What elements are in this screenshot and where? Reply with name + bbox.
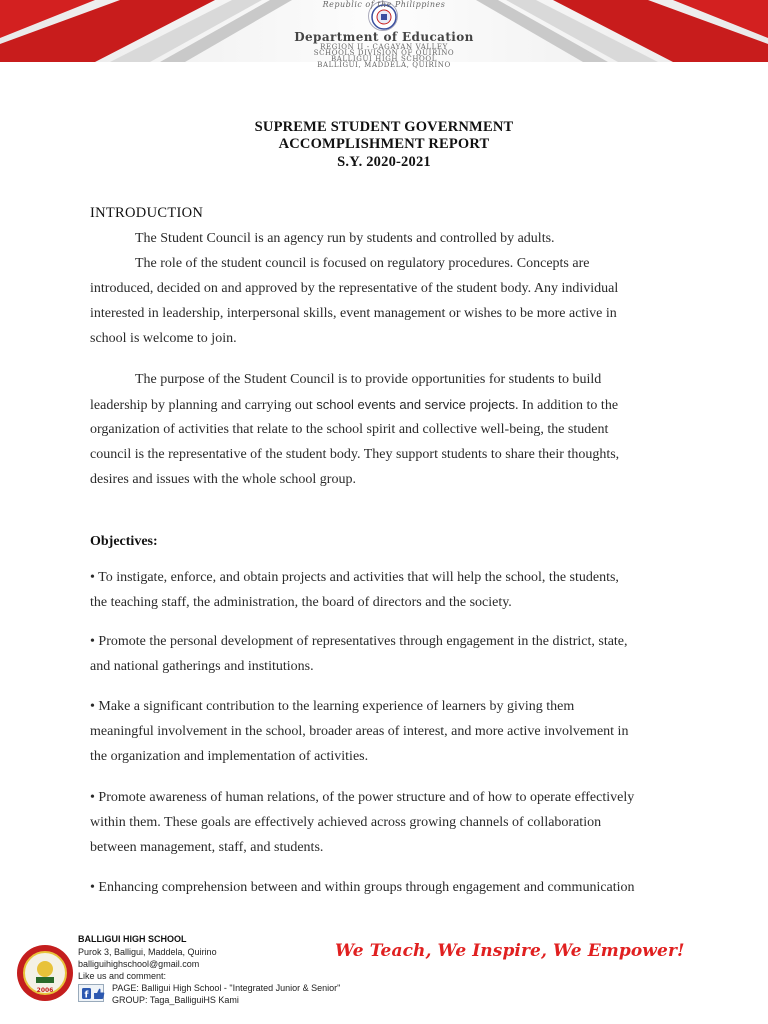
- intro-paragraph-3-line: organization of activities that relate to the school spirit and collective well-being, the student: [90, 422, 609, 437]
- intro-paragraph-3-line: desires and issues with the whole school group.: [90, 472, 356, 487]
- footer-email: balliguihighschool@gmail.com: [78, 959, 200, 969]
- objective-item-line: • Promote the personal development of representatives through engagement in the district, state,: [90, 634, 628, 649]
- intro-paragraph-3-line: [90, 397, 618, 414]
- facebook-icon: [78, 984, 104, 1002]
- objective-item-line: meaningful involvement in the school, broader areas of interest, and more active involvement in: [90, 724, 629, 739]
- school-motto: We Teach, We Inspire, We Empower!: [335, 941, 685, 961]
- school-logo: [16, 944, 74, 1002]
- letterhead-footer: [0, 930, 768, 1024]
- republic-line: Republic of the Philippines: [322, 0, 446, 9]
- svg-text:f: f: [84, 990, 89, 1001]
- footer-like-us: Like us and comment:: [78, 971, 167, 981]
- intro-paragraph-2-line: interested in leadership, interpersonal skills, event management or wishes to be more active in: [90, 306, 617, 321]
- region-line: REGION II - CAGAYAN VALLEY: [320, 43, 448, 51]
- intro-paragraph-2-line: introduced, decided on and approved by the representative of the student body. Any individual: [90, 281, 619, 296]
- text-run: . In addition to the: [515, 398, 619, 413]
- introduction-heading: INTRODUCTION: [90, 205, 204, 221]
- footer-school-name: BALLIGUI HIGH SCHOOL: [78, 934, 187, 944]
- intro-paragraph-2-line: school is welcome to join.: [90, 331, 237, 346]
- objective-item-line: • Make a significant contribution to the learning experience of learners by giving them: [90, 699, 575, 714]
- intro-paragraph-1: The Student Council is an agency run by students and controlled by adults.: [135, 231, 555, 246]
- text-run: leadership by planning and carrying out: [90, 398, 317, 413]
- objective-item-line: • Promote awareness of human relations, of the power structure and of how to operate effectively: [90, 790, 635, 805]
- intro-paragraph-3-line: council is the representative of the student body. They support students to share their thoughts,: [90, 447, 620, 462]
- report-subtitle: ACCOMPLISHMENT REPORT: [278, 136, 490, 152]
- objectives-heading: Objectives:: [90, 534, 158, 549]
- division-line: SCHOOLS DIVISION OF QUIRINO: [313, 49, 455, 57]
- objective-item-line: the teaching staff, the administration, the board of directors and the society.: [90, 595, 512, 610]
- intro-paragraph-2-line: The role of the student council is focused on regulatory procedures. Concepts are: [135, 256, 590, 271]
- report-title: SUPREME STUDENT GOVERNMENT: [254, 119, 514, 135]
- intro-paragraph-3-line: The purpose of the Student Council is to provide opportunities for students to build: [135, 372, 602, 387]
- address-line: BALLIGUI, MADDELA, QUIRINO: [317, 61, 451, 69]
- footer-address: Purok 3, Balligui, Maddela, Quirino: [78, 947, 217, 957]
- objective-item-line: between management, staff, and students.: [90, 840, 324, 855]
- objective-item-line: • To instigate, enforce, and obtain projects and activities that will help the school, the students,: [90, 570, 619, 585]
- footer-facebook-page: PAGE: Balligui High School - "Integrated Junior & Senior": [112, 983, 341, 993]
- department-line: Department of Education: [294, 30, 474, 44]
- footer-facebook-group: GROUP: Taga_BalliguiHS Kami: [112, 995, 239, 1005]
- school-line: BALLIGUI HIGH SCHOOL: [331, 55, 437, 63]
- objective-item-line: within them. These goals are effectively achieved across growing channels of collaboration: [90, 815, 602, 830]
- highlighted-phrase: school events and service projects: [316, 397, 515, 412]
- objective-item-line: and national gatherings and institutions.: [90, 659, 314, 674]
- objective-item-line: the organization and implementation of activities.: [90, 749, 369, 764]
- letterhead-banner: [0, 0, 768, 69]
- logo-year: 2006: [36, 987, 54, 994]
- objective-item-line: • Enhancing comprehension between and within groups through engagement and communication: [90, 880, 635, 895]
- school-year: S.Y. 2020-2021: [337, 154, 431, 170]
